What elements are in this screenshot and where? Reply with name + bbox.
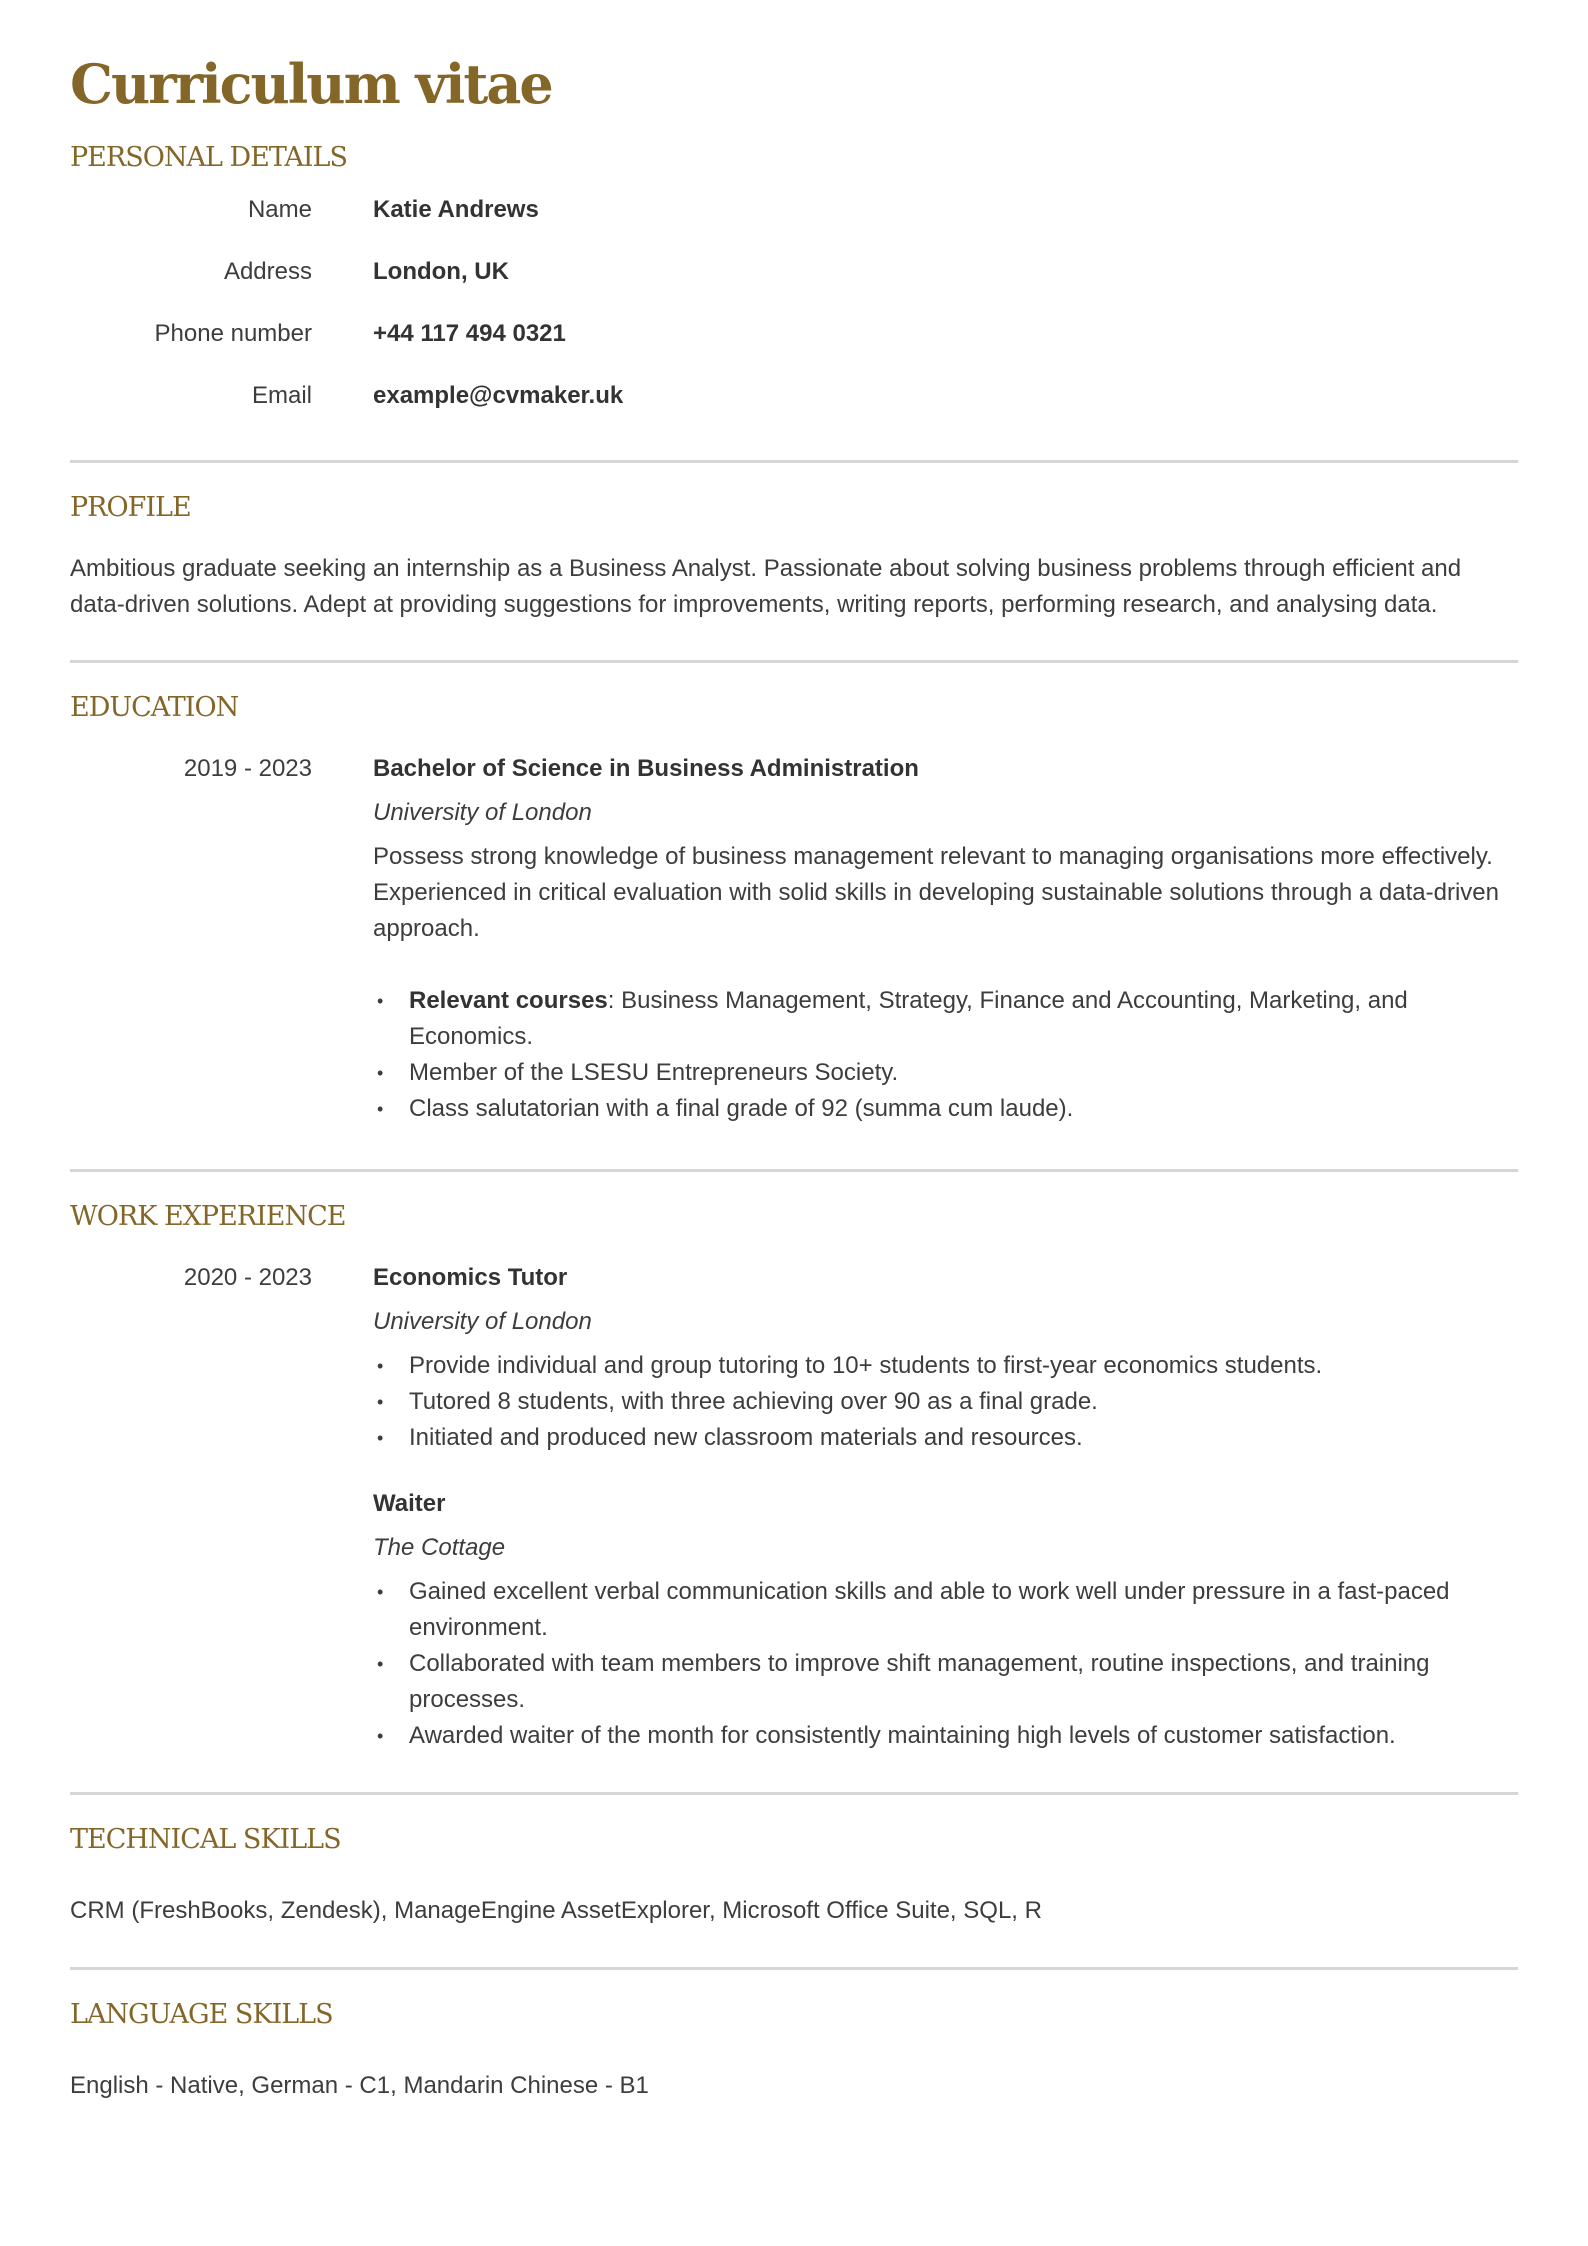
entry-organization: University of London [373, 799, 592, 826]
profile-heading: PROFILE [70, 492, 191, 523]
bullet-icon: • [377, 1392, 384, 1412]
list-item [373, 1091, 1518, 1127]
bullet-icon: • [377, 991, 384, 1011]
list-item [373, 1420, 1518, 1456]
work-experience-heading: WORK EXPERIENCE [70, 1201, 346, 1232]
detail-label: Name [247, 196, 312, 223]
list-item [373, 1718, 1518, 1754]
personal-details-heading: PERSONAL DETAILS [70, 142, 347, 173]
list-item-text: Class salutatorian with a final grade of 92 (summa cum laude). [409, 1095, 1074, 1122]
bullet-icon: • [377, 1063, 384, 1083]
detail-value: Katie Andrews [373, 196, 539, 223]
list-item-text: Gained excellent verbal communication skills and able to work well under pressure in a fast-paced environment. [409, 1578, 1450, 1641]
detail-row-email [70, 365, 1518, 427]
bullet-icon: • [377, 1356, 384, 1376]
education-entry [70, 751, 1518, 1127]
section-divider [70, 660, 1518, 663]
technical-skills-section [70, 1820, 1518, 1929]
detail-row-name [70, 179, 1518, 241]
list-item [373, 983, 1518, 1055]
detail-label: Address [223, 258, 312, 285]
entry-dates: 2020 - 2023 [183, 1264, 312, 1291]
profile-section [70, 488, 1518, 623]
courses-text: : Business Management, Strategy, Finance and Accounting, Marketing, and Economics. [409, 987, 1408, 1050]
technical-skills-text: CRM (FreshBooks, Zendesk), ManageEngine AssetExplorer, Microsoft Office Suite, SQL, R [70, 1897, 1042, 1924]
technical-skills-heading: TECHNICAL SKILLS [70, 1824, 341, 1855]
bullet-icon: • [377, 1582, 384, 1602]
entry-bullet-list [373, 983, 1518, 1127]
list-item [373, 1646, 1518, 1718]
section-divider [70, 460, 1518, 463]
section-divider [70, 1169, 1518, 1172]
entry-bullet-list [373, 1574, 1518, 1754]
list-item [373, 1384, 1518, 1420]
list-item [373, 1055, 1518, 1091]
page-title: Curriculum vitae [70, 52, 552, 116]
language-skills-text: English - Native, German - C1, Mandarin Chinese - B1 [70, 2072, 649, 2099]
detail-row-address [70, 241, 1518, 303]
list-item-text: Tutored 8 students, with three achieving over 90 as a final grade. [409, 1388, 1098, 1415]
entry-title: Waiter [373, 1490, 446, 1517]
language-skills-section [70, 1995, 1518, 2104]
language-skills-heading: LANGUAGE SKILLS [70, 1999, 333, 2030]
bullet-icon: • [377, 1654, 384, 1674]
detail-label: Phone number [154, 320, 312, 347]
bullet-icon: • [377, 1428, 384, 1448]
list-item [373, 1574, 1518, 1646]
entry-description: Possess strong knowledge of business management relevant to managing organisations more effectively. Experienced in critical evaluation with solid skills in developing sustainable solutions through a data-driven approach. [373, 843, 1499, 942]
bullet-icon: • [377, 1099, 384, 1119]
detail-row-phone [70, 303, 1518, 365]
list-item [373, 1348, 1518, 1384]
entry-bullet-list [373, 1348, 1518, 1456]
entry-title: Economics Tutor [373, 1264, 568, 1291]
courses-label: Relevant courses [409, 987, 608, 1014]
personal-details-section [70, 138, 1518, 427]
entry-dates: 2019 - 2023 [183, 755, 312, 782]
list-item-text: Awarded waiter of the month for consistently maintaining high levels of customer satisfaction. [409, 1722, 1396, 1749]
profile-text: Ambitious graduate seeking an internship as a Business Analyst. Passionate about solving business problems through efficient and data-driven solutions. Adept at providing suggestions for improvements, writing reports, performing research, and analysing data. [70, 555, 1462, 618]
detail-value: example@cvmaker.uk [373, 382, 624, 409]
work-entry [70, 1486, 1518, 1754]
work-experience-section [70, 1197, 1518, 1754]
work-entry [70, 1260, 1518, 1456]
section-divider [70, 1967, 1518, 1970]
entry-dates [70, 1486, 312, 1754]
list-item-text: Provide individual and group tutoring to 10+ students to first-year economics students. [409, 1352, 1323, 1379]
education-heading: EDUCATION [70, 692, 239, 723]
entry-title: Bachelor of Science in Business Administration [373, 755, 919, 782]
detail-value: +44 117 494 0321 [373, 320, 566, 347]
detail-value: London, UK [373, 258, 509, 285]
list-item-text: Member of the LSESU Entrepreneurs Society. [409, 1059, 899, 1086]
entry-organization: University of London [373, 1308, 592, 1335]
bullet-icon: • [377, 1726, 384, 1746]
list-item-text: Collaborated with team members to improve shift management, routine inspections, and training processes. [409, 1650, 1430, 1713]
list-item-text: Initiated and produced new classroom materials and resources. [409, 1424, 1083, 1451]
entry-organization: The Cottage [373, 1534, 506, 1561]
detail-label: Email [251, 382, 312, 409]
section-divider [70, 1792, 1518, 1795]
education-section [70, 688, 1518, 1127]
